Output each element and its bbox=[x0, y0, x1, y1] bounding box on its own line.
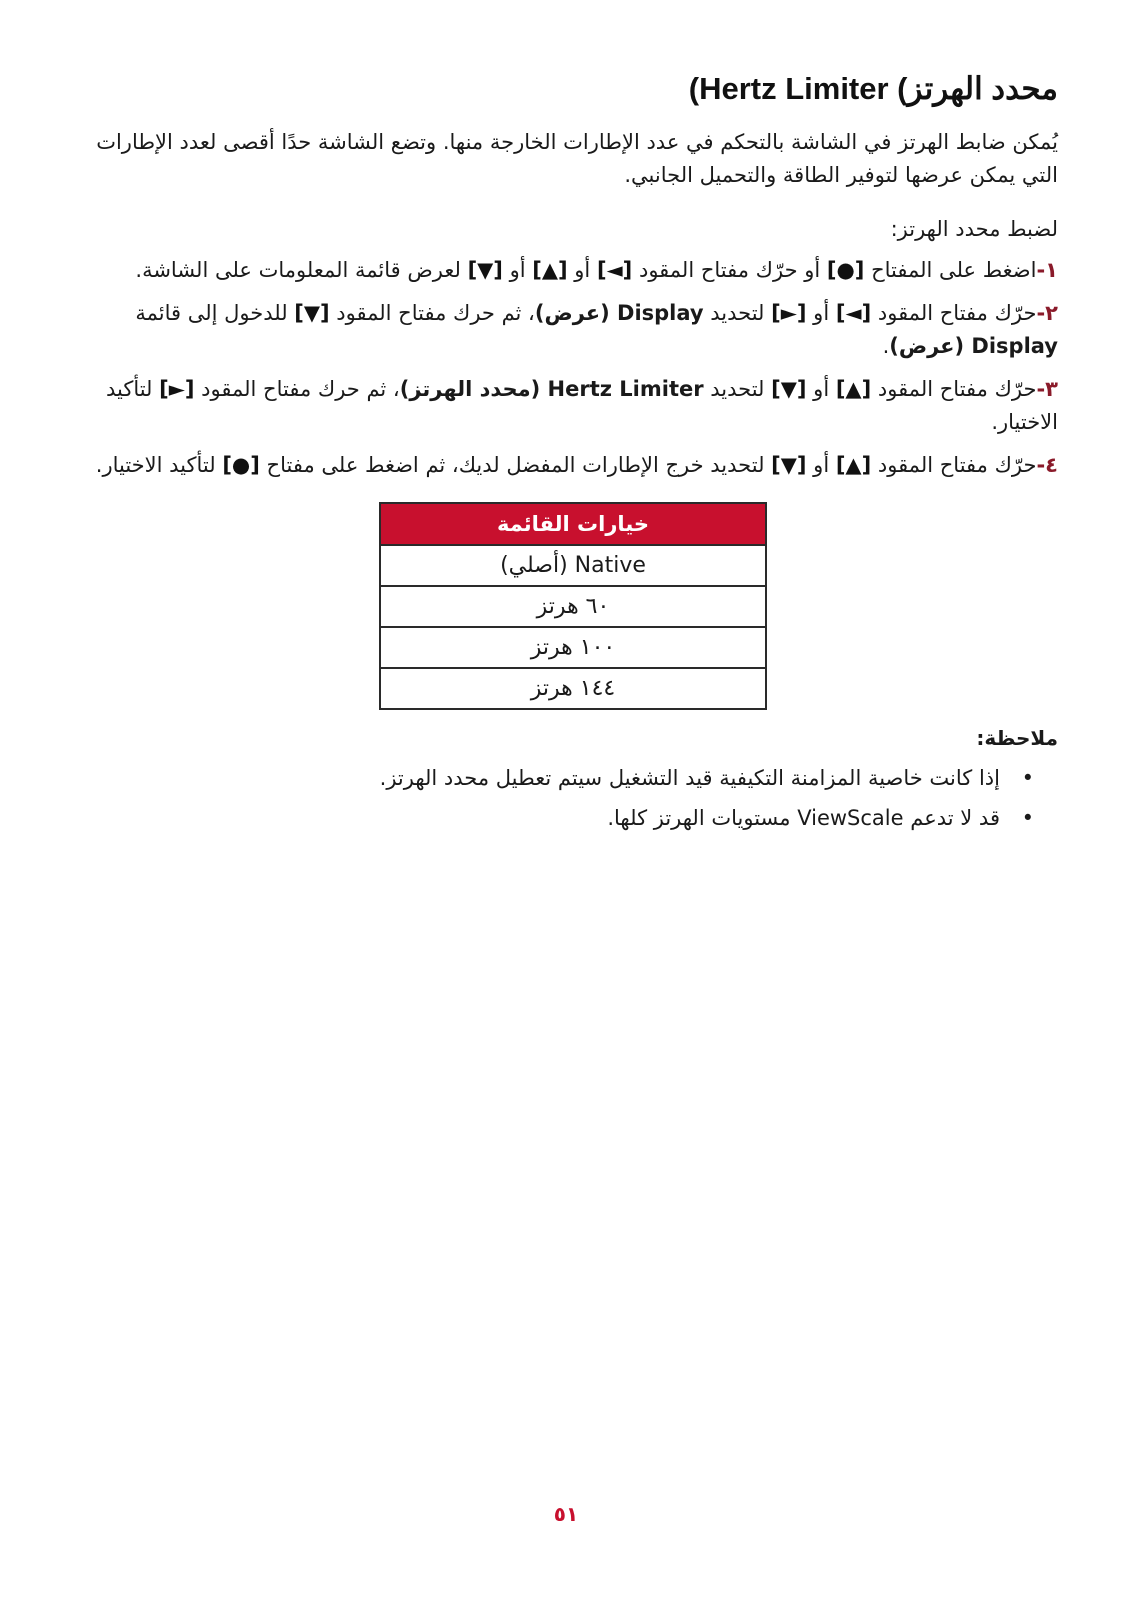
step-text: حرّك مفتاح المقود bbox=[871, 377, 1037, 401]
step-number: ١- bbox=[1036, 258, 1058, 282]
note-text: قد لا تدعم ViewScale مستويات الهرتز كلها. bbox=[607, 806, 1000, 830]
step-number: ٤- bbox=[1036, 453, 1058, 477]
step-text: لعرض قائمة المعلومات على الشاشة. bbox=[135, 258, 468, 282]
option-100hz: ١٠٠ هرتز bbox=[380, 627, 766, 668]
step-text: للدخول إلى قائمة bbox=[135, 301, 295, 325]
menu-options-table bbox=[379, 502, 767, 710]
step-item bbox=[88, 297, 1058, 363]
down-key-glyph: [▼] bbox=[771, 453, 807, 477]
step-text: أو bbox=[806, 377, 836, 401]
option-native: Native (أصلي) bbox=[380, 545, 766, 586]
bullet-icon: • bbox=[1021, 766, 1034, 790]
step-number: ٢- bbox=[1036, 301, 1058, 325]
page-number: ٥١ bbox=[553, 1502, 579, 1526]
down-key-glyph: [▼] bbox=[467, 258, 503, 282]
down-key-glyph: [▼] bbox=[294, 301, 330, 325]
select-key-glyph: [●] bbox=[222, 453, 260, 477]
step-text: ، ثم حرك مفتاح المقود bbox=[194, 377, 400, 401]
step-text: ، ثم حرك مفتاح المقود bbox=[329, 301, 535, 325]
left-key-glyph: [◄] bbox=[596, 258, 633, 282]
step-item bbox=[88, 373, 1058, 439]
menu-name: Display (عرض) bbox=[889, 334, 1058, 358]
step-item bbox=[88, 449, 1058, 482]
step-text: لتأكيد الاختيار. bbox=[105, 377, 1058, 434]
step-text: أو bbox=[502, 258, 533, 282]
left-key-glyph: [◄] bbox=[835, 301, 872, 325]
step-text: . bbox=[882, 334, 890, 358]
step-text: لتحديد bbox=[703, 301, 772, 325]
procedure-lead: لضبط محدد الهرتز: bbox=[890, 217, 1058, 241]
list-item bbox=[88, 758, 1058, 798]
step-text: أو bbox=[806, 453, 836, 477]
note-text: إذا كانت خاصية المزامنة التكيفية قيد التشغيل سيتم تعطيل محدد الهرتز. bbox=[379, 766, 1000, 790]
step-text: أو bbox=[806, 301, 836, 325]
select-key-glyph: [●] bbox=[826, 258, 865, 282]
up-key-glyph: [▲] bbox=[835, 377, 872, 401]
bullet-icon: • bbox=[1021, 806, 1034, 830]
step-item bbox=[88, 254, 1058, 287]
table-row bbox=[380, 586, 766, 627]
notes-title: ملاحظة: bbox=[976, 726, 1058, 750]
step-text: أو حرّك مفتاح المقود bbox=[632, 258, 827, 282]
right-key-glyph: [►] bbox=[771, 301, 807, 325]
intro-paragraph: يُمكن ضابط الهرتز في الشاشة بالتحكم في عدد الإطارات الخارجة منها. وتضع الشاشة حدًا أقصى لعدد الإطارات التي يمكن عرضها لتوفير الطاقة والتحميل الجانبي. bbox=[96, 130, 1058, 187]
step-text: أو bbox=[567, 258, 597, 282]
up-key-glyph: [▲] bbox=[835, 453, 872, 477]
notes-list bbox=[88, 758, 1058, 838]
options-table-wrapper bbox=[88, 502, 1058, 710]
down-key-glyph: [▼] bbox=[771, 377, 807, 401]
table-row bbox=[380, 627, 766, 668]
list-item bbox=[88, 798, 1058, 838]
table-row bbox=[380, 668, 766, 709]
steps-list bbox=[88, 254, 1058, 482]
options-table-header: خيارات القائمة bbox=[380, 503, 766, 545]
menu-name: Hertz Limiter (محدد الهرتز) bbox=[399, 377, 704, 401]
page-content bbox=[88, 66, 1058, 838]
step-text: اضغط على المفتاح bbox=[864, 258, 1037, 282]
step-text: لتحديد خرج الإطارات المفضل لديك، ثم اضغط على مفتاح bbox=[259, 453, 772, 477]
step-text: حرّك مفتاح المقود bbox=[871, 453, 1037, 477]
menu-name: Display (عرض) bbox=[534, 301, 704, 325]
option-60hz: ٦٠ هرتز bbox=[380, 586, 766, 627]
step-number: ٣- bbox=[1036, 377, 1058, 401]
page-title: محدد الهرتز) Hertz Limiter) bbox=[688, 71, 1058, 106]
right-key-glyph: [►] bbox=[159, 377, 195, 401]
option-144hz: ١٤٤ هرتز bbox=[380, 668, 766, 709]
step-text: لتأكيد الاختيار. bbox=[95, 453, 223, 477]
step-text: لتحديد bbox=[703, 377, 772, 401]
up-key-glyph: [▲] bbox=[532, 258, 568, 282]
step-text: حرّك مفتاح المقود bbox=[871, 301, 1037, 325]
table-row bbox=[380, 545, 766, 586]
